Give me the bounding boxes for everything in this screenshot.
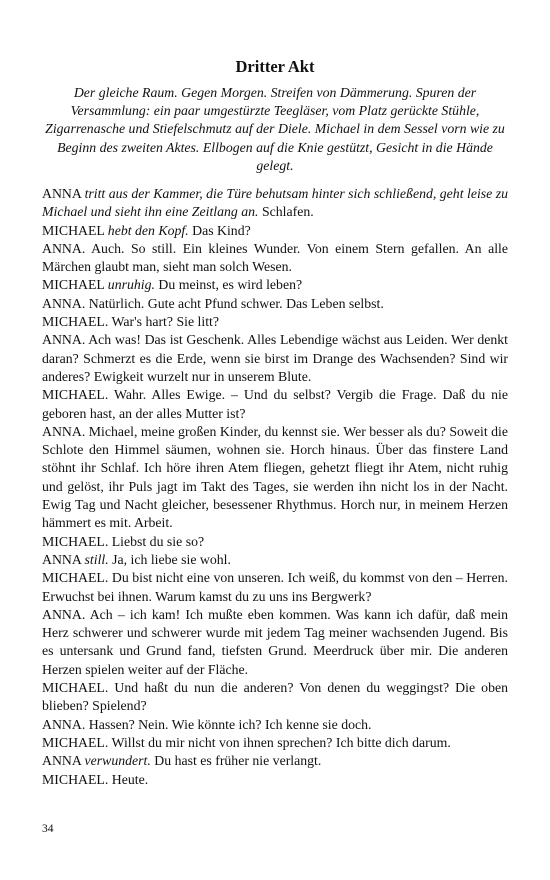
inline-stage-direction: tritt aus der Kammer, die Türe behutsam hinter sich schließend, geht leise zu Michael und sieht ihn eine Zeitlang an. <box>42 186 508 220</box>
spoken-text: Wahr. Alles Ewige. – Und du selbst? Vergib die Frage. Daß du nie geboren hast, an der alles Mutter ist? <box>42 387 508 421</box>
spoken-text: Liebst du sie so? <box>111 533 205 549</box>
dialogue-line <box>42 551 508 569</box>
dialogue-line <box>42 679 508 716</box>
spoken-text: Du meinst, es wird leben? <box>158 277 303 293</box>
speaker-name: MICHAEL <box>42 277 105 293</box>
speaker-name: MICHAEL. <box>42 771 109 787</box>
spoken-text: Das Kind? <box>192 222 251 238</box>
inline-stage-direction: hebt den Kopf. <box>107 222 189 238</box>
speaker-name: ANNA <box>42 551 82 567</box>
dialogue-line <box>42 313 508 331</box>
dialogue-line <box>42 185 508 222</box>
speaker-name: MICHAEL. <box>42 387 109 403</box>
dialogue-line <box>42 331 508 386</box>
page-number: 34 <box>42 823 54 835</box>
spoken-text: Ja, ich liebe sie wohl. <box>112 551 231 567</box>
dialogue-line <box>42 533 508 551</box>
speaker-name: MICHAEL. <box>42 533 109 549</box>
speaker-name: MICHAEL. <box>42 680 109 696</box>
spoken-text: Willst du mir nicht von ihnen sprechen? Ich bitte dich darum. <box>111 734 451 750</box>
speaker-name: ANNA. <box>42 240 86 256</box>
act-title: Dritter Akt <box>235 57 315 76</box>
spoken-text: Ach was! Das ist Geschenk. Alles Lebendige wächst aus Leiden. Wer denkt daran? Schmerzt es die Erde, wenn sie birst im Drange des Wachsenden? Sind wir anderes? Ewigkeit wurzelt nur in unserem Blute. <box>42 332 508 384</box>
dialogue-line <box>42 386 508 423</box>
spoken-text: Michael, meine großen Kinder, du kennst sie. Wer besser als du? Soweit die Schlote den Himmel säumen, wohnen sie. Horch hinaus. Über das finstere Land stöhnt ihr Schlaf. Ich höre ihren Atem fliegen, gehetzt fliegt ihr Atem, nicht ruhig und gelöst, ihr Puls jagt im Takt des Tages, sie werden ihn nicht los in der Nacht. Ewig Tag und Nacht gleicher, besessener Rhythmus. Horch nur, in meinem Herzen hämmert es mit. Arbeit. <box>42 423 508 531</box>
inline-stage-direction: unruhig. <box>107 277 155 293</box>
spoken-text: Du bist nicht eine von unseren. Ich weiß, du kommst von den – Herren. Erwuchst bei ihnen. Warum kamst du zu uns ins Bergwerk? <box>42 570 508 604</box>
dialogue-line <box>42 240 508 277</box>
speaker-name: ANNA. <box>42 716 86 732</box>
speaker-name: ANNA <box>42 186 82 201</box>
speaker-name: ANNA <box>42 753 82 769</box>
inline-stage-direction: still. <box>84 551 109 567</box>
spoken-text: Natürlich. Gute acht Pfund schwer. Das Leben selbst. <box>88 295 384 311</box>
dialogue-line <box>42 734 508 752</box>
inline-stage-direction: verwundert. <box>84 753 151 769</box>
spoken-text: War's hart? Sie litt? <box>111 314 219 330</box>
dialogue-line <box>42 295 508 313</box>
spoken-text: Du hast es früher nie verlangt. <box>154 753 322 769</box>
speaker-name: ANNA. <box>42 423 86 439</box>
spoken-text: Hassen? Nein. Wie könnte ich? Ich kenne sie doch. <box>88 716 372 732</box>
dialogue-line <box>42 276 508 294</box>
dialogue-line <box>42 716 508 734</box>
dialogue-line <box>42 569 508 606</box>
spoken-text: Heute. <box>111 771 149 787</box>
spoken-text: Ach – ich kam! Ich mußte eben kommen. Was kann ich dafür, daß mein Herz schwerer und schwerer wurde mit jedem Tag meiner wachsenden Jugend. Bis es untersank und Grund fand, tiefsten Grund. Meerdruck über mir. Die anderen Herzen spielen weiter auf der Fläche. <box>42 606 508 677</box>
stage-direction: Der gleiche Raum. Gegen Morgen. Streifen von Dämmerung. Spuren der Versammlung: ein paar umgestürzte Teegläser, vom Platz gerückte Stühle, Zigarrenasche und Stiefelschmutz auf der Diele. Michael in dem Sessel vorn wie zu Beginn des zweiten Aktes. Ellbogen auf die Knie gestützt, Gesicht in die Hände gelegt. <box>45 85 505 173</box>
dialogue-line <box>42 222 508 240</box>
speaker-name: ANNA. <box>42 295 86 311</box>
speaker-name: MICHAEL. <box>42 734 109 750</box>
dialogue-line <box>42 606 508 679</box>
dialogue-line <box>42 423 508 533</box>
dialogue-block <box>42 185 508 789</box>
dialogue-line <box>42 752 508 770</box>
speaker-name: ANNA. <box>42 606 86 622</box>
spoken-text: Und haßt du nun die anderen? Von denen du weggingst? Die oben blieben? Spielend? <box>42 680 509 714</box>
spoken-text: Auch. So still. Ein kleines Wunder. Von einem Stern gefallen. An alle Märchen glaubt man, sieht man solch Wesen. <box>42 240 508 275</box>
speaker-name: MICHAEL. <box>42 570 109 586</box>
dialogue-line <box>42 771 508 789</box>
spoken-text: Schlafen. <box>261 204 314 220</box>
speaker-name: MICHAEL. <box>42 314 109 330</box>
speaker-name: ANNA. <box>42 332 86 348</box>
speaker-name: MICHAEL <box>42 222 105 238</box>
